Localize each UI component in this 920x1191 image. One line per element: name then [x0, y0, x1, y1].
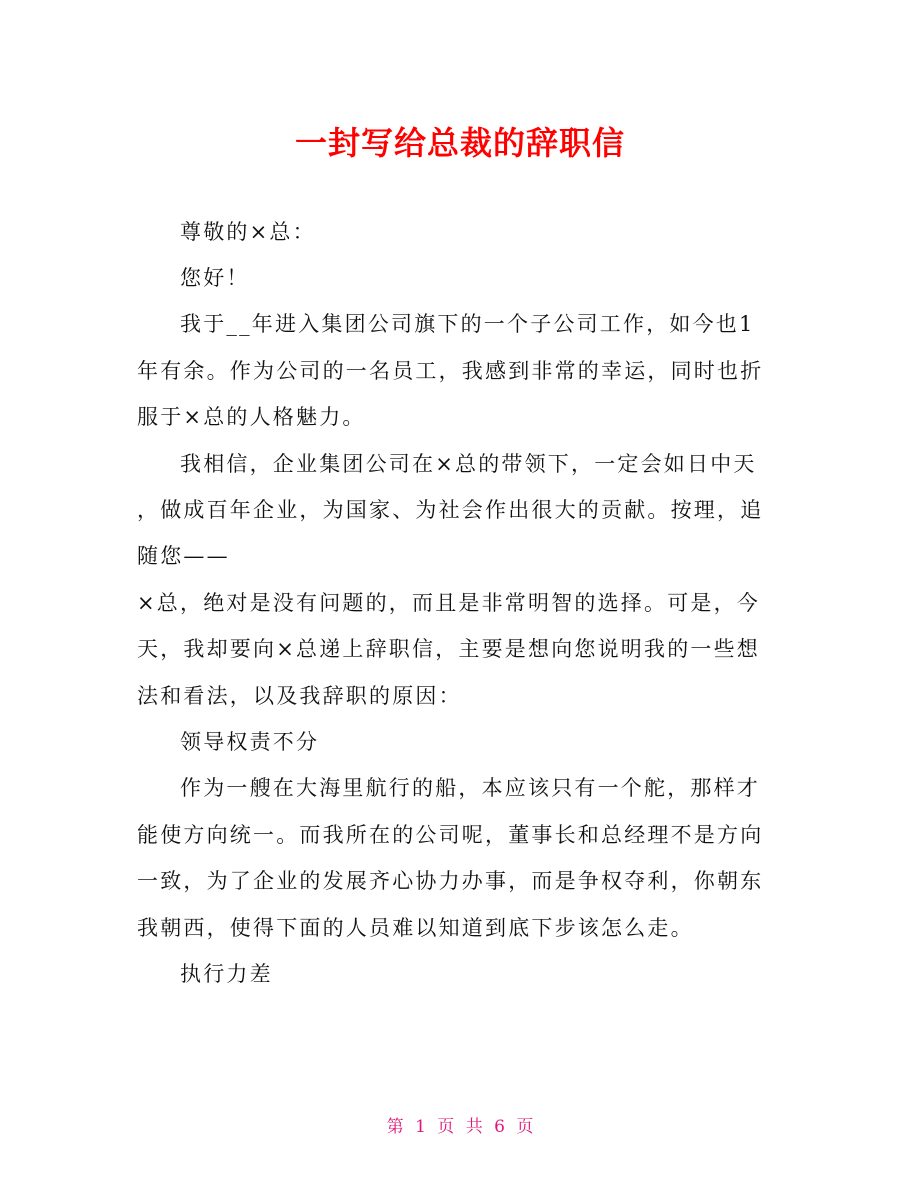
paragraph-line: 能使方向统一。而我所在的公司呢，董事长和总经理不是方向 — [137, 823, 764, 847]
paragraph-line: 天，我却要向×总递上辞职信，主要是想向您说明我的一些想 — [137, 637, 760, 661]
paragraph-line: 年有余。作为公司的一名员工，我感到非常的幸运，同时也折 — [137, 359, 764, 383]
paragraph-line: 我于__年进入集团公司旗下的一个子公司工作，如今也1 — [180, 312, 755, 336]
paragraph-line: ×总，绝对是没有问题的，而且是非常明智的选择。可是，今 — [137, 591, 760, 615]
salutation: 尊敬的×总： — [180, 220, 316, 244]
section-heading: 领导权责不分 — [180, 730, 320, 754]
document-title: 一封写给总裁的辞职信 — [294, 124, 625, 162]
section-heading: 执行力差 — [180, 962, 273, 986]
paragraph-line: 服于×总的人格魅力。 — [137, 405, 366, 429]
paragraph-line: 一致，为了企业的发展齐心协力办事，而是争权夺利，你朝东 — [137, 869, 764, 893]
greeting: 您好！ — [180, 266, 250, 290]
paragraph-line: 随您—— — [137, 544, 230, 568]
paragraph-line: 作为一艘在大海里航行的船，本应该只有一个舵，那样才 — [180, 776, 760, 800]
paragraph-line: 我朝西，使得下面的人员难以知道到底下步该怎么走。 — [137, 916, 694, 940]
paragraph-line: ，做成百年企业，为国家、为社会作出很大的贡献。按理，追 — [137, 498, 764, 522]
paragraph-line: 我相信，企业集团公司在×总的带领下，一定会如日中天 — [180, 452, 757, 476]
page-number-footer: 第 1 页 共 6 页 — [386, 1117, 534, 1137]
paragraph-line: 法和看法，以及我辞职的原因： — [137, 684, 462, 708]
